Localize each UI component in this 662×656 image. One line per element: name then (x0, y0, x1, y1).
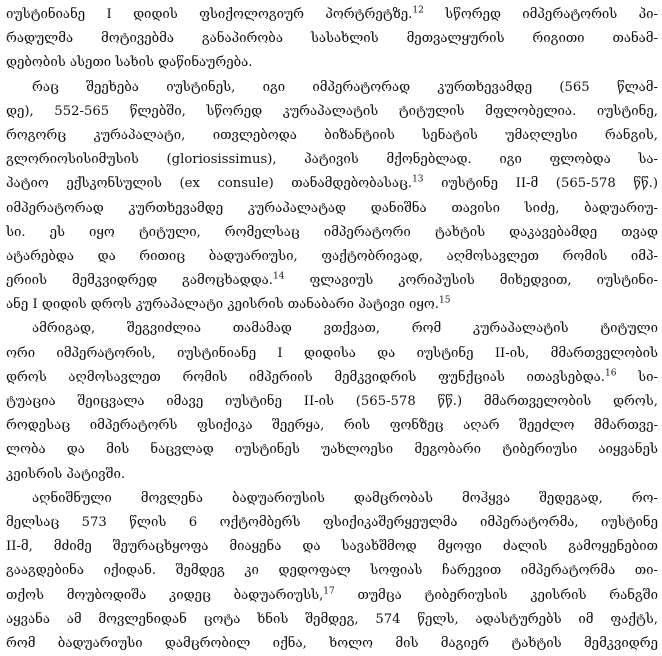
text-line (6, 293, 658, 317)
line-text: სი. ეს იყო ტიტული, რომელსაც იმპერატორი ტახტის დაკავებამდე თვად (6, 224, 658, 240)
line-text: ორი იმპერატორის, იუსტინიანე I დიდისა და იუსტინე II-ის, მმართველობის (6, 345, 658, 361)
line-text: ერიის მემკვიდრედ გამოცხადდა. (6, 273, 273, 289)
text-line (6, 414, 658, 438)
line-text: აღნიშნული მოვლენა ბადუარიუსის დამცრობას მოჰყვა შედეგად, რო- (32, 490, 658, 506)
text-line (6, 197, 658, 221)
document-page (6, 3, 658, 656)
text-line (6, 51, 658, 75)
text-line (6, 438, 658, 462)
line-text: თქოს მოუბოდიშა კიდეც ბადუარიუსს, (6, 587, 324, 603)
footnote-reference: 14 (272, 271, 285, 282)
line-text: მელსაც 573 წლის 6 ოქტომბერს ფსიქიკაშერყეულმა იმპერატორმა, იუსტინე (6, 514, 658, 530)
line-text-continuation: სი- (616, 369, 658, 385)
line-text: დროს აღმოსავლეთ რომის იმპერიის მემკვიდრის ფუნქციას ითავსებდა. (6, 369, 606, 385)
text-line (6, 366, 658, 390)
line-text: კეისრის პატივში. (6, 466, 126, 482)
line-text-continuation: ფლავიუს კორიპუსის მიხედვით, იუსტინი- (284, 273, 658, 289)
footnote-reference: 16 (605, 368, 617, 379)
line-text-continuation: სწორედ იმპერატორის პი- (423, 7, 658, 22)
line-text: დე), 552-565 წლებში, სწორედ კურაპალატის ტიტულის მფლობელია. იუსტინე, (6, 103, 658, 119)
text-line (6, 245, 658, 269)
footnote-reference: 13 (412, 174, 424, 185)
line-text: იუსტინიანე I დიდის ფსიქოლოგიურ პორტრეტზე. (6, 7, 413, 22)
footnote-reference: 17 (323, 586, 335, 597)
line-text: ტუაცია შეიცვალა იმავე იუსტინე II-ის (565-578 წწ.) მმართველობის დროს, (6, 394, 658, 409)
text-line (6, 3, 658, 27)
line-text: ამრიგად, შეგვიძლია თამამად ვთქვათ, რომ კურაპალატის ტიტული (32, 321, 658, 337)
line-text: აყვანა ამ მოვლენიდან ცოტა ხნის შემდეგ, 574 წელს, ადასტურებს იმ ფაქტს, (6, 611, 658, 627)
text-line (6, 535, 658, 559)
text-line (6, 584, 658, 608)
line-text: რადულმა მოტივებმა განაპირობა სასახლის მეთვალყურის რიგითი თანამ- (6, 31, 658, 47)
line-text: როდესაც იმპერატორს ფსიქიკა შეერყა, რის ფონზეც აღარ შეეძლო მმართვე- (6, 418, 658, 434)
line-text: გააგდებინა იქიდან. შემდეგ კი დედოფალ სოფიას ჩარევით იმპერატორმა თი- (6, 563, 658, 579)
line-text: II-მ, მძიმე შეურაცხყოფა მიაყენა და სავახშმოდ მყოფი ძალის გამოყენებით (6, 539, 658, 555)
text-line (6, 487, 658, 511)
text-line (6, 342, 658, 366)
text-line (6, 559, 658, 583)
text-line (6, 148, 658, 172)
text-line (6, 269, 658, 293)
footnote-reference: 12 (412, 5, 424, 16)
text-line (6, 27, 658, 51)
line-text-continuation: იუსტინე II-მ (565-578 წწ.) (423, 176, 658, 192)
text-line (6, 317, 658, 341)
line-text: ანე I დიდის დროს კურაპალატი კეისრის თანაბარი პატივი იყო. (6, 297, 439, 313)
line-text: იმპერატორად კურთხევამდე კურაპალატად დანიშნა თავისი სიძე, ბადუარიუ- (6, 200, 658, 216)
text-line (6, 390, 658, 414)
text-line (6, 221, 658, 245)
text-line (6, 76, 658, 100)
footnote-reference: 15 (438, 295, 451, 306)
text-line (6, 632, 658, 656)
text-line (6, 608, 658, 632)
text-line (6, 511, 658, 535)
text-line (6, 463, 658, 487)
line-text: რაც შეეხება იუსტინეს, იგი იმპერატორად კურთხევამდე (565 წლამ- (32, 79, 658, 95)
line-text: გლორიოსისიმუსის (gloriosissimus), პატივის მქონებლად. იგი ფლობდა სა- (6, 152, 658, 168)
line-text: ატარებდა და რითიც ბადუარიუსი, ფაქტობრივად, აღმოსავლეთ რომის იმპ- (6, 248, 658, 264)
text-line (6, 100, 658, 124)
text-line (6, 172, 658, 196)
line-text: ლობა და მის ნაცვლად იუსტინეს უახლოესი მეგობარი ტიბერიუსი აიყვანეს (6, 442, 658, 458)
line-text: რომ ბადუარიუსი დამცრობილ იქნა, ხოლო მის მაგიერ ტახტის მემკვიდრე (6, 635, 658, 651)
line-text: დებობის ასეთი სახის დაწინაურება. (6, 55, 253, 71)
line-text-continuation: თუმცა ტიბერიუსის კეისრის რანგში (334, 587, 658, 603)
line-text: პატიო ექსკონსულის (ex consule) თანამდებობასაც. (6, 176, 413, 192)
text-line (6, 124, 658, 148)
line-text: როგორც კურაპალატი, ითვლებოდა ბიზანტიის სენატის უმაღლესი რანგის, (6, 127, 658, 143)
